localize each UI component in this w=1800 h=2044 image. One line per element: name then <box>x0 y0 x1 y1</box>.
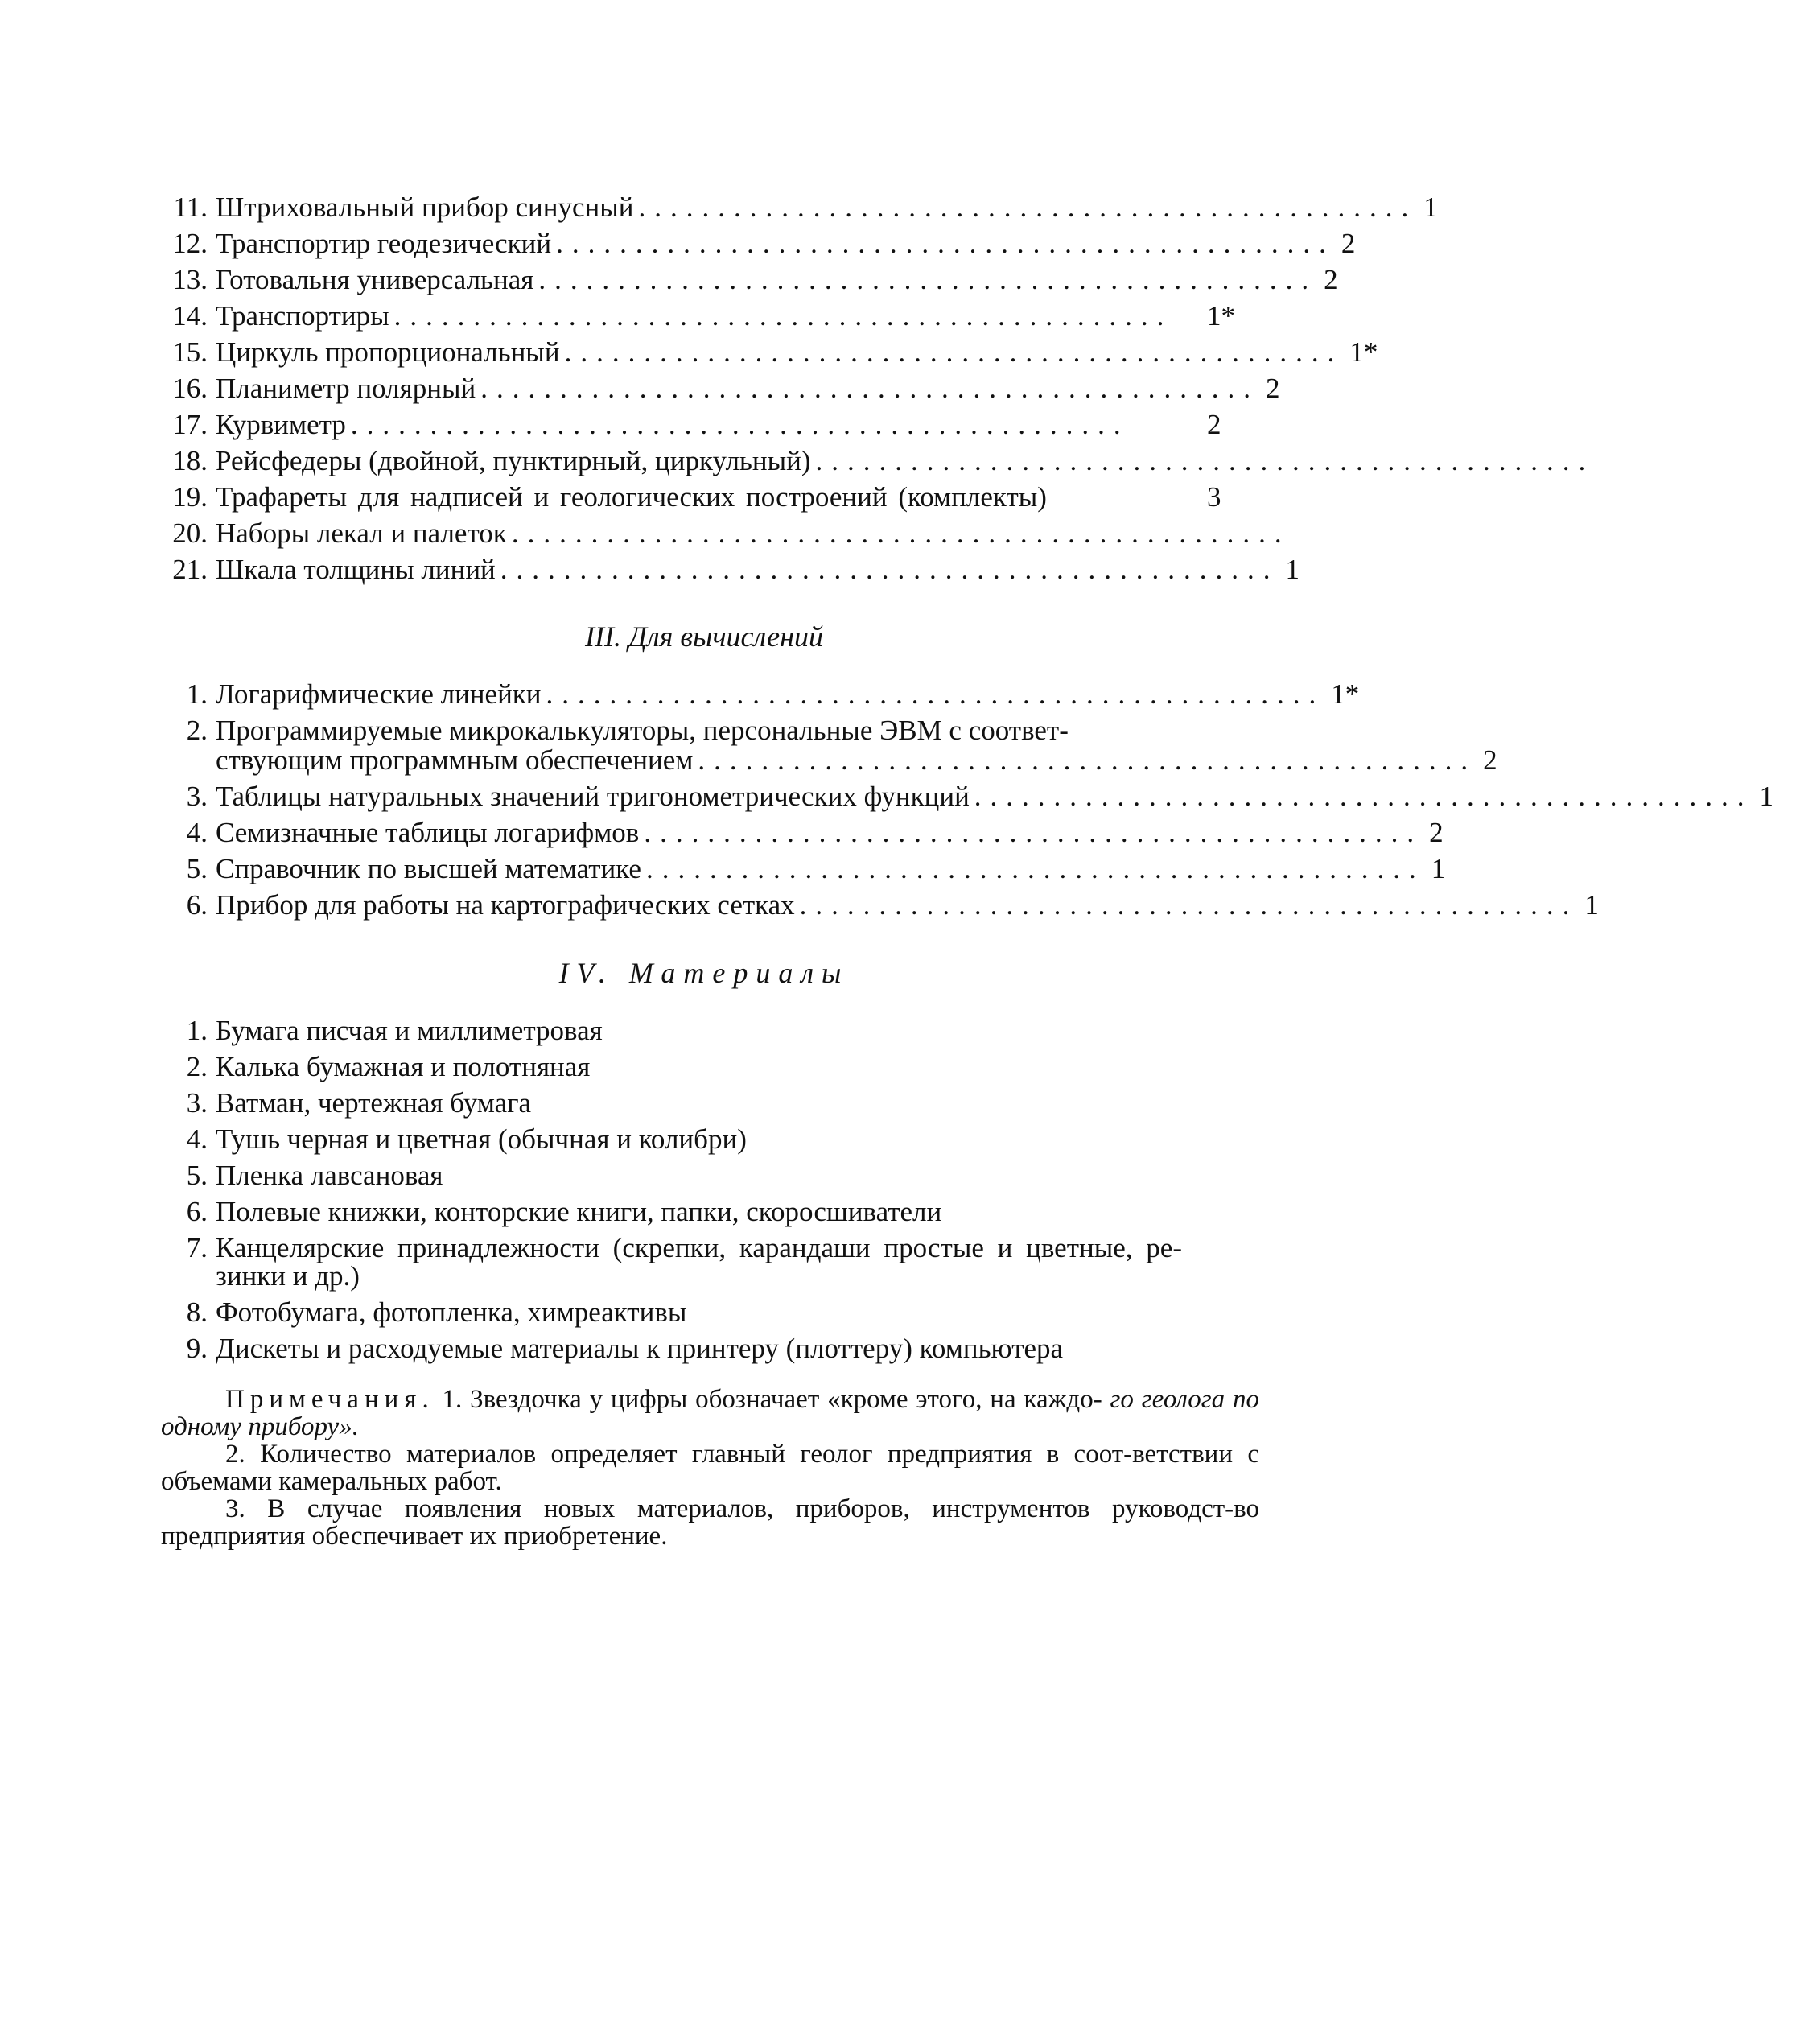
item-text: зинки и др.) <box>216 1260 360 1292</box>
list-item <box>161 1012 1247 1049</box>
leader-dots: ................................................. <box>644 817 1423 848</box>
item-number: 1. <box>186 678 208 710</box>
item-text: Справочник по высшей математике <box>216 853 641 884</box>
item-quantity: 2 <box>1324 264 1338 295</box>
list-item <box>161 851 1446 887</box>
item-number: 1. <box>186 1015 208 1046</box>
section-heading-materials: IV. Материалы <box>558 957 850 989</box>
item-text: Курвиметр <box>216 409 346 440</box>
leader-dots: ................................................. <box>698 744 1477 776</box>
item-quantity: 1 <box>1759 781 1774 812</box>
list-item <box>161 225 1356 262</box>
item-quantity: 1 <box>1431 853 1446 884</box>
section-heading-calc: III. Для вычислений <box>585 620 823 653</box>
item-quantity: 2 <box>1483 744 1497 776</box>
note-3: 3. В случае появления новых материалов, приборов, инструментов руководст-во предприятия обеспечивает их приобретение. <box>161 1494 1259 1551</box>
item-text: ствующим программным обеспечением <box>216 744 694 776</box>
item-number: 11. <box>173 192 208 223</box>
item-quantity: 1 <box>1285 554 1300 585</box>
list-item <box>161 887 1599 923</box>
item-quantity: 2 <box>1207 409 1221 440</box>
list-item <box>161 298 1247 334</box>
item-quantity: 1 <box>1584 889 1599 921</box>
leader-dots: ................................................. <box>350 409 1130 440</box>
item-number: 9. <box>186 1333 208 1364</box>
leader-dots: ................................................. <box>799 889 1579 921</box>
item-text: Семизначные таблицы логарифмов <box>216 817 640 848</box>
list-item <box>161 334 1378 370</box>
list-item <box>161 1157 1247 1193</box>
item-text: Шкала толщины линий <box>216 554 496 585</box>
item-text: Планиметр полярный <box>216 373 476 404</box>
item-number: 6. <box>186 889 208 921</box>
leader-dots: ................................................. <box>638 192 1418 223</box>
list-item <box>161 551 1300 587</box>
list-item <box>161 1049 1247 1085</box>
item-quantity: 1* <box>1331 678 1360 710</box>
list-item <box>161 1330 1247 1366</box>
item-text: Транспортир геодезический <box>216 228 552 259</box>
item-quantity: 2 <box>1429 817 1444 848</box>
item-text: Канцелярские принадлежности (скрепки, карандаши простые и цветные, ре- <box>216 1232 1182 1263</box>
item-text: Ватман, чертежная бумага <box>216 1087 532 1119</box>
leader-dots: ................................................. <box>500 554 1279 585</box>
item-text: Бумага писчая и миллиметровая <box>216 1015 603 1046</box>
note-1-text: 1. Звездочка у цифры обозначает «кроме этого, на каждо- <box>442 1385 1102 1414</box>
list-item <box>161 676 1360 712</box>
item-number: 17. <box>172 409 208 440</box>
item-number: 3. <box>186 781 208 812</box>
item-number: 13. <box>172 264 208 295</box>
leader-dots: ................................................. <box>393 300 1173 332</box>
notes-block <box>161 1386 1259 1550</box>
leader-dots: ................................................. <box>556 228 1335 259</box>
item-text: Трафареты для надписей и геологических построений (комплекты) <box>216 481 1047 513</box>
item-quantity: 1* <box>1207 300 1235 332</box>
item-number: 15. <box>172 336 208 368</box>
item-quantity: 2 <box>1341 228 1356 259</box>
item-quantity: 1 <box>1423 192 1438 223</box>
list-item <box>161 778 1774 814</box>
list-item-continuation <box>161 742 1497 778</box>
list-item <box>161 515 1291 551</box>
note-1-italic-text: го геолога по одному прибору». <box>161 1385 1260 1441</box>
calc-list <box>161 676 1774 923</box>
item-number: 8. <box>186 1296 208 1328</box>
list-item <box>161 370 1280 406</box>
item-number: 4. <box>186 1123 208 1155</box>
item-number: 3. <box>186 1087 208 1119</box>
list-item <box>161 1294 1247 1330</box>
item-text: Таблицы натуральных значений тригонометрических функций <box>216 781 970 812</box>
list-item <box>161 814 1444 851</box>
list-item <box>161 1085 1247 1121</box>
instruments-list <box>161 189 1595 587</box>
list-item <box>161 1193 1247 1230</box>
item-text: Готовальня универсальная <box>216 264 534 295</box>
item-text: Пленка лавсановая <box>216 1160 443 1191</box>
leader-dots: ................................................. <box>815 445 1595 476</box>
list-item <box>161 262 1338 298</box>
item-number: 20. <box>172 517 208 549</box>
item-number: 21. <box>172 554 208 585</box>
item-number: 5. <box>186 1160 208 1191</box>
list-item <box>161 189 1438 225</box>
leader-dots: ................................................. <box>511 517 1291 549</box>
leader-dots: ................................................. <box>538 264 1318 295</box>
list-item <box>161 406 1247 443</box>
item-text: Логарифмические линейки <box>216 678 542 710</box>
item-number: 2. <box>186 715 208 746</box>
item-text: Программируемые микрокалькуляторы, персональные ЭВМ с соответ- <box>216 715 1069 746</box>
item-quantity: 2 <box>1265 373 1280 404</box>
notes-label: Примечания. <box>225 1385 435 1414</box>
item-quantity: 1* <box>1349 336 1378 368</box>
item-text: Прибор для работы на картографических сетках <box>216 889 795 921</box>
list-item <box>161 1121 1247 1157</box>
leader-dots: ................................................. <box>974 781 1753 812</box>
item-quantity: 3 <box>1207 481 1221 513</box>
materials-list <box>161 1012 1247 1366</box>
item-text: Рейсфедеры (двойной, пунктирный, циркульный) <box>216 445 811 476</box>
note-1 <box>161 1386 1259 1440</box>
list-item <box>161 479 1247 515</box>
item-text: Транспортиры <box>216 300 389 332</box>
leader-dots: ................................................. <box>480 373 1259 404</box>
leader-dots: ................................................. <box>645 853 1425 884</box>
item-text: Тушь черная и цветная (обычная и колибри) <box>216 1123 747 1155</box>
item-number: 2. <box>186 1051 208 1082</box>
item-number: 5. <box>186 853 208 884</box>
item-number: 19. <box>172 481 208 513</box>
item-number: 12. <box>172 228 208 259</box>
item-text: Фотобумага, фотопленка, химреактивы <box>216 1296 687 1328</box>
note-2: 2. Количество материалов определяет главный геолог предприятия в соот-ветствии с объемами камеральных работ. <box>161 1440 1259 1496</box>
item-number: 18. <box>172 445 208 476</box>
item-text: Штриховальный прибор синусный <box>216 192 634 223</box>
leader-dots: ................................................. <box>564 336 1344 368</box>
item-number: 6. <box>186 1196 208 1227</box>
item-number: 14. <box>172 300 208 332</box>
leader-dots: ................................................. <box>546 678 1325 710</box>
item-number: 7. <box>186 1232 208 1263</box>
item-text: Дискеты и расходуемые материалы к принтеру (плоттеру) компьютера <box>216 1333 1064 1364</box>
item-number: 16. <box>172 373 208 404</box>
item-text: Циркуль пропорциональный <box>216 336 560 368</box>
item-text: Полевые книжки, конторские книги, папки, скоросшиватели <box>216 1196 942 1227</box>
item-number: 4. <box>186 817 208 848</box>
item-text: Калька бумажная и полотняная <box>216 1051 591 1082</box>
item-text: Наборы лекал и палеток <box>216 517 507 549</box>
list-item <box>161 443 1595 479</box>
